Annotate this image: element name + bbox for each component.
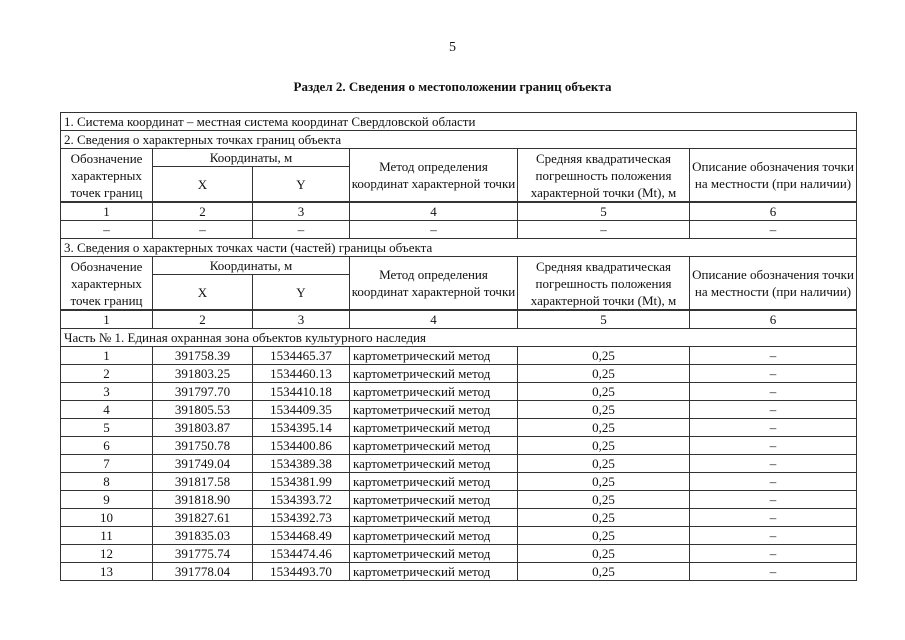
- point-y: 1534400.86: [253, 437, 350, 455]
- point-number: 7: [61, 455, 153, 473]
- point-description: –: [690, 419, 857, 437]
- point-description: –: [690, 563, 857, 581]
- header-row: [61, 149, 857, 167]
- point-number: 12: [61, 545, 153, 563]
- empty-cell: –: [690, 221, 857, 239]
- header-y: Y: [253, 275, 350, 311]
- header-row: [61, 257, 857, 275]
- point-number: 5: [61, 419, 153, 437]
- point-y: 1534393.72: [253, 491, 350, 509]
- header-accuracy: Средняя квадратическая погрешность положения характерной точки (Mt), м: [518, 149, 690, 203]
- table-row: [61, 365, 857, 383]
- points-body: [61, 347, 857, 581]
- point-y: 1534465.37: [253, 347, 350, 365]
- table-row: [61, 545, 857, 563]
- table-row: [61, 509, 857, 527]
- table-body: [61, 113, 857, 347]
- object-points-heading-row: [61, 131, 857, 149]
- point-x: 391797.70: [153, 383, 253, 401]
- point-number: 6: [61, 437, 153, 455]
- point-description: –: [690, 545, 857, 563]
- part-title-row: [61, 329, 857, 347]
- column-number: 3: [253, 202, 350, 221]
- point-method: картометрический метод: [350, 509, 518, 527]
- header-x: X: [153, 167, 253, 203]
- point-accuracy: 0,25: [518, 383, 690, 401]
- point-description: –: [690, 473, 857, 491]
- empty-cell: –: [253, 221, 350, 239]
- header-coordinates: Координаты, м: [153, 149, 350, 167]
- point-description: –: [690, 383, 857, 401]
- point-accuracy: 0,25: [518, 527, 690, 545]
- point-accuracy: 0,25: [518, 419, 690, 437]
- boundary-table: [60, 112, 857, 581]
- column-number: 2: [153, 310, 253, 329]
- point-description: –: [690, 455, 857, 473]
- point-accuracy: 0,25: [518, 437, 690, 455]
- point-x: 391803.25: [153, 365, 253, 383]
- table-row: [61, 473, 857, 491]
- point-y: 1534410.18: [253, 383, 350, 401]
- table-row: [61, 563, 857, 581]
- point-x: 391817.58: [153, 473, 253, 491]
- point-x: 391775.74: [153, 545, 253, 563]
- point-number: 3: [61, 383, 153, 401]
- part-points-heading: 3. Сведения о характерных точках части (частей) границы объекта: [61, 239, 857, 257]
- point-number: 1: [61, 347, 153, 365]
- part-points-heading-row: [61, 239, 857, 257]
- header-description: Описание обозначения точки на местности (при наличии): [690, 149, 857, 203]
- point-y: 1534460.13: [253, 365, 350, 383]
- point-method: картометрический метод: [350, 455, 518, 473]
- header-y: Y: [253, 167, 350, 203]
- point-number: 2: [61, 365, 153, 383]
- point-method: картометрический метод: [350, 563, 518, 581]
- header-method: Метод определения координат характерной точки: [350, 149, 518, 203]
- point-description: –: [690, 401, 857, 419]
- point-y: 1534468.49: [253, 527, 350, 545]
- header-designation: Обозначение характерных точек границ: [61, 257, 153, 311]
- point-x: 391778.04: [153, 563, 253, 581]
- point-accuracy: 0,25: [518, 347, 690, 365]
- point-number: 10: [61, 509, 153, 527]
- point-x: 391835.03: [153, 527, 253, 545]
- point-x: 391758.39: [153, 347, 253, 365]
- table-row: [61, 383, 857, 401]
- empty-cell: –: [350, 221, 518, 239]
- header-x: X: [153, 275, 253, 311]
- point-method: картометрический метод: [350, 473, 518, 491]
- point-description: –: [690, 527, 857, 545]
- point-accuracy: 0,25: [518, 473, 690, 491]
- table-row: [61, 347, 857, 365]
- point-method: картометрический метод: [350, 365, 518, 383]
- header-method: Метод определения координат характерной точки: [350, 257, 518, 311]
- column-number: 4: [350, 202, 518, 221]
- column-numbers-row: [61, 202, 857, 221]
- point-x: 391805.53: [153, 401, 253, 419]
- column-number: 5: [518, 310, 690, 329]
- point-method: картометрический метод: [350, 545, 518, 563]
- coordinate-system-text: 1. Система координат – местная система координат Свердловской области: [61, 113, 857, 131]
- column-number: 5: [518, 202, 690, 221]
- point-y: 1534395.14: [253, 419, 350, 437]
- header-description: Описание обозначения точки на местности (при наличии): [690, 257, 857, 311]
- point-accuracy: 0,25: [518, 545, 690, 563]
- point-description: –: [690, 509, 857, 527]
- header-designation: Обозначение характерных точек границ: [61, 149, 153, 203]
- empty-cell: –: [61, 221, 153, 239]
- table-row: [61, 437, 857, 455]
- point-y: 1534409.35: [253, 401, 350, 419]
- point-method: картометрический метод: [350, 401, 518, 419]
- table-row: [61, 419, 857, 437]
- point-method: картометрический метод: [350, 419, 518, 437]
- point-method: картометрический метод: [350, 347, 518, 365]
- point-method: картометрический метод: [350, 491, 518, 509]
- column-number: 1: [61, 310, 153, 329]
- column-number: 6: [690, 202, 857, 221]
- coordinate-system-row: [61, 113, 857, 131]
- table-row: [61, 455, 857, 473]
- object-points-heading: 2. Сведения о характерных точках границ объекта: [61, 131, 857, 149]
- point-method: картометрический метод: [350, 527, 518, 545]
- column-number: 6: [690, 310, 857, 329]
- point-accuracy: 0,25: [518, 491, 690, 509]
- table-row: [61, 401, 857, 419]
- point-accuracy: 0,25: [518, 563, 690, 581]
- page-number: 5: [449, 40, 456, 55]
- point-y: 1534392.73: [253, 509, 350, 527]
- point-number: 4: [61, 401, 153, 419]
- point-description: –: [690, 365, 857, 383]
- empty-row: [61, 221, 857, 239]
- point-x: 391818.90: [153, 491, 253, 509]
- point-x: 391749.04: [153, 455, 253, 473]
- point-x: 391750.78: [153, 437, 253, 455]
- point-method: картометрический метод: [350, 383, 518, 401]
- point-y: 1534389.38: [253, 455, 350, 473]
- point-accuracy: 0,25: [518, 455, 690, 473]
- table-row: [61, 527, 857, 545]
- empty-cell: –: [153, 221, 253, 239]
- point-x: 391827.61: [153, 509, 253, 527]
- point-y: 1534381.99: [253, 473, 350, 491]
- column-number: 4: [350, 310, 518, 329]
- point-description: –: [690, 347, 857, 365]
- point-method: картометрический метод: [350, 437, 518, 455]
- point-description: –: [690, 491, 857, 509]
- column-numbers-row: [61, 310, 857, 329]
- header-accuracy: Средняя квадратическая погрешность положения характерной точки (Mt), м: [518, 257, 690, 311]
- column-number: 3: [253, 310, 350, 329]
- point-number: 9: [61, 491, 153, 509]
- header-coordinates: Координаты, м: [153, 257, 350, 275]
- section-title: Раздел 2. Сведения о местоположении границ объекта: [293, 79, 612, 94]
- point-number: 8: [61, 473, 153, 491]
- point-y: 1534474.46: [253, 545, 350, 563]
- point-accuracy: 0,25: [518, 509, 690, 527]
- point-number: 11: [61, 527, 153, 545]
- point-accuracy: 0,25: [518, 365, 690, 383]
- part-title: Часть № 1. Единая охранная зона объектов культурного наследия: [61, 329, 857, 347]
- point-y: 1534493.70: [253, 563, 350, 581]
- column-number: 1: [61, 202, 153, 221]
- table-row: [61, 491, 857, 509]
- point-description: –: [690, 437, 857, 455]
- column-number: 2: [153, 202, 253, 221]
- empty-cell: –: [518, 221, 690, 239]
- point-accuracy: 0,25: [518, 401, 690, 419]
- point-number: 13: [61, 563, 153, 581]
- point-x: 391803.87: [153, 419, 253, 437]
